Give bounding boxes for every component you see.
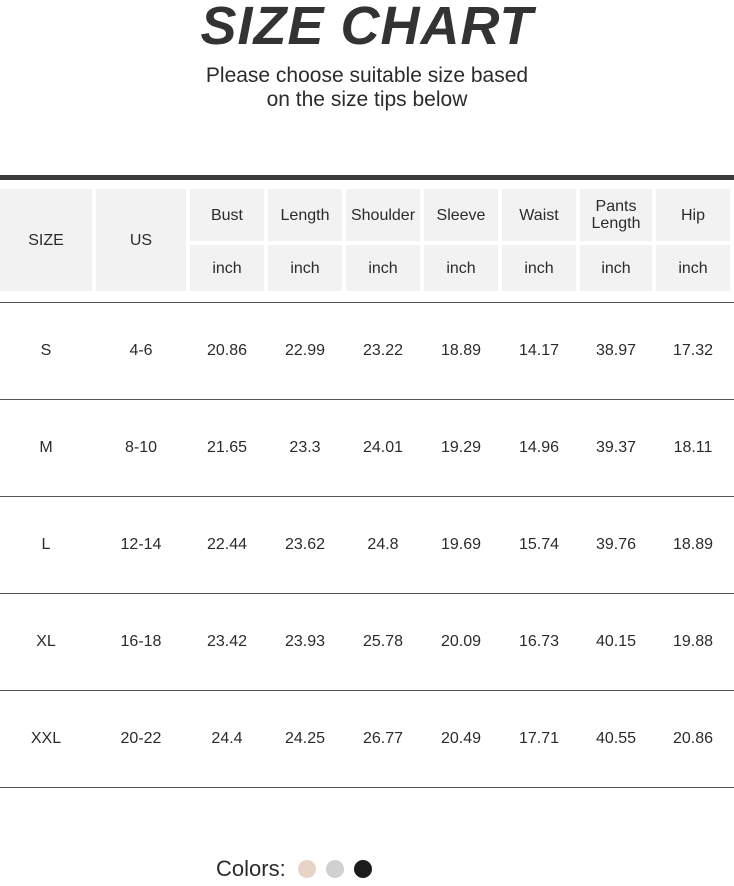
cell-bust: 20.86: [206, 342, 248, 359]
cell-us: 4-6: [129, 342, 153, 359]
header-pants-length: Pants Length: [580, 189, 652, 241]
cell-pants-length: 39.37: [595, 439, 637, 456]
unit-waist: inch: [502, 245, 576, 291]
cell-length: 23.3: [289, 439, 321, 456]
cell-sleeve: 18.89: [440, 342, 482, 359]
color-options: [216, 852, 372, 886]
cell-size: L: [41, 536, 51, 553]
unit-shoulder: inch: [346, 245, 420, 291]
cell-hip: 18.11: [673, 439, 713, 456]
cell-length: 23.62: [284, 536, 326, 553]
table-row-xxl: [0, 691, 734, 787]
cell-shoulder: 23.22: [362, 342, 404, 359]
cell-hip: 19.88: [672, 633, 714, 650]
page-title: SIZE CHART: [200, 0, 534, 56]
header-sleeve: Sleeve: [424, 189, 498, 241]
unit-length: inch: [268, 245, 342, 291]
unit-sleeve: inch: [424, 245, 498, 291]
cell-bust: 24.4: [211, 730, 243, 747]
cell-size: M: [39, 439, 53, 456]
header-bust: Bust: [190, 189, 264, 241]
table-row-l: [0, 497, 734, 593]
cell-waist: 14.96: [518, 439, 560, 456]
header-hip: Hip: [656, 189, 730, 241]
cell-hip: 17.32: [672, 342, 714, 359]
subtitle-line-2: on the size tips below: [266, 88, 468, 111]
cell-waist: 14.17: [518, 342, 560, 359]
cell-shoulder: 24.8: [367, 536, 399, 553]
table-row-s: [0, 303, 734, 399]
cell-pants-length: 38.97: [595, 342, 637, 359]
subtitle: [0, 64, 734, 112]
cell-sleeve: 19.29: [440, 439, 482, 456]
cell-pants-length: 40.55: [595, 730, 637, 747]
header-us: US: [96, 189, 186, 291]
color-swatch-light-gray[interactable]: [326, 860, 344, 878]
unit-hip: inch: [656, 245, 730, 291]
cell-sleeve: 20.49: [440, 730, 482, 747]
cell-us: 20-22: [120, 730, 162, 747]
cell-waist: 15.74: [518, 536, 560, 553]
cell-pants-length: 40.15: [595, 633, 637, 650]
header-length: Length: [268, 189, 342, 241]
color-swatch-black[interactable]: [354, 860, 372, 878]
cell-us: 12-14: [120, 536, 162, 553]
table-top-rule: [0, 175, 734, 180]
cell-sleeve: 20.09: [440, 633, 482, 650]
header-waist: Waist: [502, 189, 576, 241]
cell-size: XXL: [30, 730, 62, 747]
subtitle-line-1: Please choose suitable size based: [205, 64, 529, 87]
cell-waist: 17.71: [518, 730, 560, 747]
cell-us: 8-10: [124, 439, 158, 456]
cell-shoulder: 25.78: [362, 633, 404, 650]
header-shoulder: Shoulder: [346, 189, 420, 241]
cell-shoulder: 24.01: [362, 439, 404, 456]
table-row-xl: [0, 594, 734, 690]
cell-pants-length: 39.76: [595, 536, 637, 553]
cell-bust: 22.44: [206, 536, 248, 553]
cell-length: 23.93: [284, 633, 326, 650]
row-divider: [0, 787, 734, 788]
cell-length: 22.99: [284, 342, 326, 359]
colors-label: Colors:: [216, 856, 286, 881]
cell-sleeve: 19.69: [440, 536, 482, 553]
cell-bust: 21.65: [206, 439, 248, 456]
unit-bust: inch: [190, 245, 264, 291]
cell-size: S: [40, 342, 52, 359]
header-size: SIZE: [0, 189, 92, 291]
cell-waist: 16.73: [518, 633, 560, 650]
cell-hip: 18.89: [672, 536, 714, 553]
color-swatch-beige[interactable]: [298, 860, 316, 878]
cell-bust: 23.42: [206, 633, 248, 650]
table-row-m: [0, 400, 734, 496]
cell-length: 24.25: [284, 730, 326, 747]
cell-shoulder: 26.77: [362, 730, 404, 747]
unit-pants-length: inch: [580, 245, 652, 291]
cell-hip: 20.86: [672, 730, 714, 747]
cell-us: 16-18: [120, 633, 162, 650]
cell-size: XL: [36, 633, 56, 650]
